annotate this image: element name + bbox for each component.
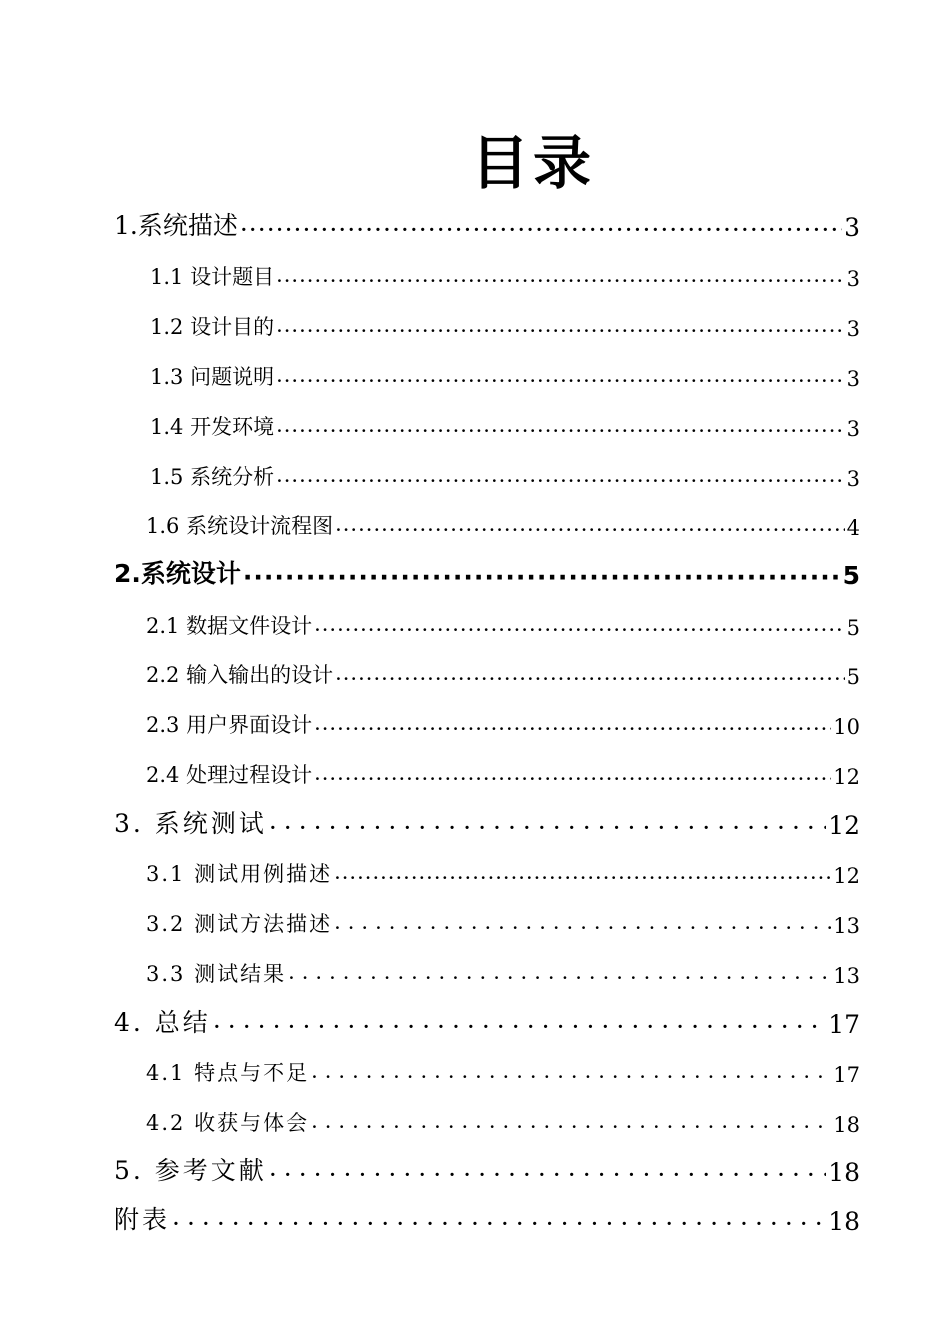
- toc-entry[interactable]: [114, 1151, 860, 1187]
- toc-entry-label: 3.3 测试结果: [146, 962, 287, 986]
- toc-entry[interactable]: [150, 455, 860, 491]
- dot-leader: [334, 862, 831, 888]
- toc-entry-label: 1.2 设计目的: [150, 315, 275, 339]
- dot-leader: [276, 415, 845, 441]
- toc-entry[interactable]: [146, 504, 860, 540]
- toc-entry-page: 3: [846, 267, 860, 291]
- toc-entry-label: 1.5 系统分析: [150, 465, 275, 489]
- dot-leader: [335, 663, 845, 689]
- toc-entry[interactable]: [146, 902, 860, 938]
- toc-entry-page: 5: [842, 561, 860, 590]
- dot-leader: [243, 564, 841, 590]
- dot-leader: [314, 713, 831, 739]
- dot-leader: [334, 912, 831, 938]
- toc-entry-label: 1.系统描述: [114, 211, 238, 240]
- dot-leader: [276, 265, 845, 291]
- dot-leader: [269, 1161, 826, 1187]
- toc-entry-page: 3: [844, 213, 860, 242]
- toc-entry[interactable]: [114, 1200, 860, 1236]
- toc-entry-label: 1.3 问题说明: [150, 365, 275, 389]
- toc-entry-label: 4.2 收获与体会: [146, 1111, 310, 1135]
- toc-entry[interactable]: [150, 305, 860, 341]
- dot-leader: [240, 216, 842, 242]
- toc-entry-label: 2.4 处理过程设计: [146, 763, 313, 787]
- toc-entry[interactable]: [146, 1051, 860, 1087]
- toc-entry-label: 3.2 测试方法描述: [146, 912, 333, 936]
- toc-entry[interactable]: [146, 952, 860, 988]
- dot-leader: [288, 962, 831, 988]
- dot-leader: [213, 1013, 826, 1039]
- toc-entry[interactable]: [150, 405, 860, 441]
- dot-leader: [276, 365, 845, 391]
- dot-leader: [276, 315, 845, 341]
- dot-leader: [172, 1210, 826, 1236]
- toc-entry-label: 5. 参考文献: [114, 1156, 267, 1185]
- toc-entry[interactable]: [146, 1101, 860, 1137]
- toc-entry[interactable]: [146, 653, 860, 689]
- toc-entry-page: 13: [833, 964, 860, 988]
- toc-entry-label: 附表: [114, 1205, 171, 1234]
- toc-entry[interactable]: [114, 1003, 860, 1039]
- toc-entry-label: 4.1 特点与不足: [146, 1061, 310, 1085]
- toc-entry-page: 5: [846, 665, 860, 689]
- toc-entry[interactable]: [114, 804, 860, 840]
- toc-entry-page: 3: [846, 317, 860, 341]
- toc-entry[interactable]: [114, 554, 860, 590]
- toc-entry-page: 18: [833, 1113, 860, 1137]
- toc-entry-page: 12: [833, 765, 860, 789]
- dot-leader: [276, 465, 845, 491]
- toc-entry-page: 3: [846, 467, 860, 491]
- toc-entry-page: 12: [833, 864, 860, 888]
- toc-entry-label: 1.4 开发环境: [150, 415, 275, 439]
- toc-entry-label: 1.6 系统设计流程图: [146, 514, 334, 538]
- toc-entry[interactable]: [146, 753, 860, 789]
- toc-entry[interactable]: [150, 255, 860, 291]
- toc-entry[interactable]: [146, 852, 860, 888]
- dot-leader: [311, 1111, 831, 1137]
- toc-entry-page: 18: [828, 1207, 860, 1236]
- toc-entry-label: 3. 系统测试: [114, 809, 267, 838]
- toc-entry-label: 2.2 输入输出的设计: [146, 663, 334, 687]
- dot-leader: [269, 814, 826, 840]
- toc-entry-label: 4. 总结: [114, 1008, 211, 1037]
- toc-entry-page: 5: [846, 616, 860, 640]
- toc-entry-page: 4: [846, 516, 860, 540]
- toc-entry-page: 18: [828, 1158, 860, 1187]
- toc-entry[interactable]: [146, 703, 860, 739]
- toc-entry-label: 2.1 数据文件设计: [146, 614, 313, 638]
- toc-entry-label: 2.3 用户界面设计: [146, 713, 313, 737]
- toc-entry-page: 17: [833, 1063, 860, 1087]
- toc-entry-label: 3.1 测试用例描述: [146, 862, 333, 886]
- toc-entry-label: 2.系统设计: [114, 559, 241, 588]
- toc-entry-page: 13: [833, 914, 860, 938]
- dot-leader: [335, 514, 845, 540]
- toc-entry[interactable]: [146, 604, 860, 640]
- toc-entry-page: 3: [846, 417, 860, 441]
- page-title: 目录: [470, 129, 595, 197]
- toc-entry-page: 17: [828, 1010, 860, 1039]
- dot-leader: [314, 763, 831, 789]
- toc-entry[interactable]: [114, 206, 860, 242]
- toc-entry[interactable]: [150, 355, 860, 391]
- toc-entry-page: 12: [828, 811, 860, 840]
- toc-entry-page: 3: [846, 367, 860, 391]
- toc-entry-page: 10: [833, 715, 860, 739]
- dot-leader: [311, 1061, 831, 1087]
- toc-entry-label: 1.1 设计题目: [150, 265, 275, 289]
- dot-leader: [314, 614, 845, 640]
